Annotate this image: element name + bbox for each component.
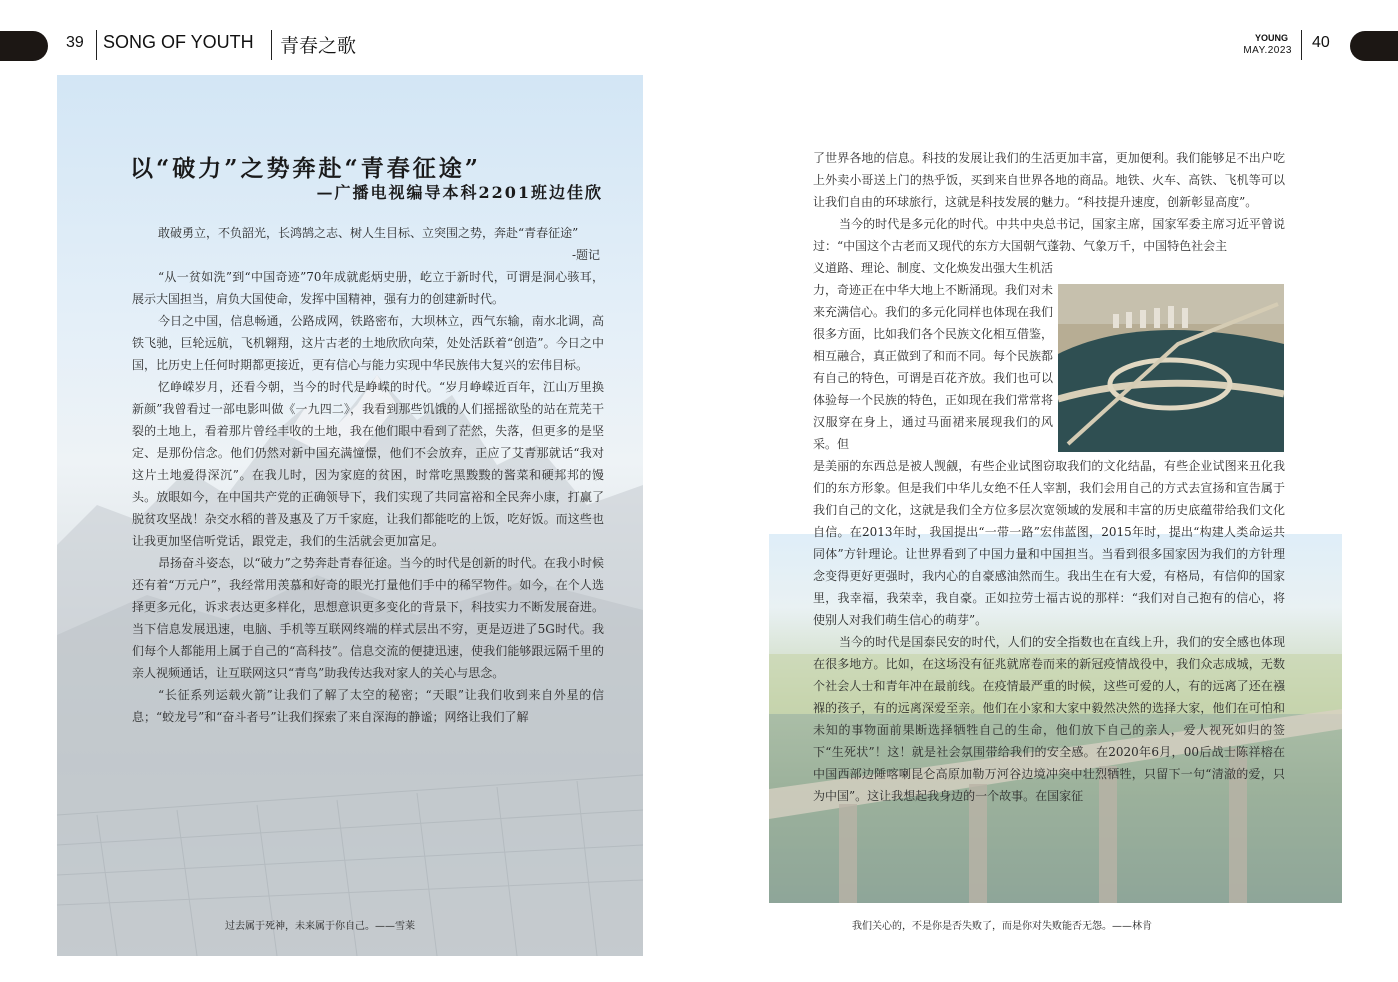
paragraph: “长征系列运载火箭”让我们了解了太空的秘密；“天眼”让我们收到来自外星的信息；“蛟龙号”和“奋斗者号”让我们探索了来自深海的静谧；网络让我们了解 [132,688,604,724]
header-divider [271,30,272,60]
issue-date: MAY.2023 [1243,45,1292,56]
left-footer-quote: 过去属于死神，未来属于你自己。——雪莱 [225,921,415,932]
brand-label: YOUNG [1254,33,1288,43]
header-divider [1301,30,1302,60]
paragraph: 忆峥嵘岁月，还看今朝，当今的时代是峥嵘的时代。“岁月峥嵘近百年，江山万里换新颜”我曾看过一部电影叫做《一九四二》，我看到那些饥饿的人们摇摇欲坠的站在荒芜干裂的土地上，看着那片曾经丰收的土地，我在他们眼中看到了茫然，失落，但更多的是坚定、是那份信念。他们仍然对新中国充满憧憬，他们不会放弃，正应了艾青那就话“我对这片土地爱得深沉”。在我儿时，因为家庭的贫困，时常吃黑黢黢的酱菜和硬邦邦的馒头。放眼如今，在中国共产党的正确领导下，我们实现了共同富裕和全民奔小康，打赢了脱贫攻坚战！杂交水稻的普及惠及了万千家庭，让我们都能吃的上饭，吃好饭。而这些也让我更加坚信听党话，跟党走，我们的生活就会更加富足。 [132,380,604,548]
epigraph-source: -题记 [571,248,600,262]
paragraph: 是美丽的东西总是被人觊觎，有些企业试图窃取我们的文化结晶，有些企业试图来丑化我们的东方形象。但是我们中华儿女绝不任人宰割，我们会用自己的方式去宣扬和宣告属于我们自己的文化，这就是我们全方位多层次宽领域的发展和丰富的历史底蕴带给我们文化自信。在2013年时，我国提出“一带一路”宏伟蓝图，2015年时，提出“构建人类命运共同体”方针理论。让世界看到了中国力量和中国担当。当看到很多国家因为我们的方针理念变得更好更强时，我内心的自豪感油然而生。我出生在有大爱，有格局，有信仰的国家里，我幸福，我荣幸，我自豪。正如拉劳士福古说的那样：“我们对自己抱有的信心，将使别人对我们萌生信心的萌芽”。 [813,459,1285,627]
left-column-text [132,222,604,728]
article-title: 以“破力”之势奔赴“青春征途” [130,155,481,182]
right-column-text [813,147,1285,807]
paragraph-wrapped: 义道路、理论、制度、文化焕发出强大生机活力，奇迹正在中华大地上不断涌现。我们对未来充满信心。我们的多元化同样也体现在我们很多方面，比如我们各个民族文化相互借鉴，相互融合，真正做到了和而不同。每个民族都有自己的特色，可谓是百花齐放。我们也可以体验每一个民族的特色，正如现在我们常常将汉服穿在身上，通过马面裙来展现我们的风采。但 [813,261,1054,451]
magazine-name-en: SONG OF YOUTH [103,32,254,52]
paragraph: 昂扬奋斗姿态，以“破力”之势奔赴青春征途。当今的时代是创新的时代。在我小时候还有着“万元户”，我经常用羡慕和好奇的眼光打量他们手中的稀罕物件。如今，在个人选择更多元化，诉求表达更多样化，思想意识更多变化的背景下，科技实力不断发展奋进。当下信息发展迅速，电脑、手机等互联网终端的样式层出不穷，更是迈进了5G时代。我们每个人都能用上属于自己的“高科技”。信息交流的便捷迅速，使我们能够跟远隔千里的亲人视频通话，让互联网这只“青鸟”助我传达我对家人的关心与思念。 [132,556,604,680]
epigraph: 敢破勇立，不负韶光，长鸿鹄之志、树人生目标、立突围之势，奔赴“青春征途” [158,226,579,240]
paragraph: 了世界各地的信息。科技的发展让我们的生活更加丰富，更加便利。我们能够足不出户吃上外卖小哥送上门的热乎饭，买到来自世界各地的商品。地铁、火车、高铁、飞机等可以让我们自由的环球旅行，这就是科技发展的魅力。“科技提升速度，创新彰显高度”。 [813,151,1285,209]
paragraph: 当今的时代是国泰民安的时代，人们的安全指数也在直线上升，我们的安全感也体现在很多地方。比如，在这场没有征兆就席卷而来的新冠疫情战役中，我们众志成城，无数个社会人士和青年冲在最前线。在疫情最严重的时候，这些可爱的人，有的远离了还在襁褓的孩子，有的远离深爱至亲。他们在小家和大家中毅然决然的选择大家，他们在可怕和未知的事物面前果断选择牺牲自己的生命，他们放下自己的亲人，爱人视死如归的签下“生死状”！这！就是社会氛围带给我们的安全感。在2020年6月，00后战士陈祥榕在中国西部边陲喀喇昆仑高原加勒万河谷边境冲突中壮烈牺牲，只留下一句“清澈的爱，只为中国”。这让我想起我身边的一个故事。在国家征 [813,635,1285,803]
header-divider [96,30,97,60]
right-footer-quote: 我们关心的，不是你是否失败了，而是你对失败能否无怨。——林肯 [852,921,1152,932]
article-byline: —广播电视编导本科2201班边佳欣 [316,183,603,202]
left-page-tab [0,31,48,61]
aerial-interchange-photo [1058,284,1284,452]
paragraph: 今日之中国，信息畅通，公路成网，铁路密布，大坝林立，西气东输，南水北调，高铁飞驰，巨轮远航，飞机翱翔，这片古老的土地欣欣向荣，处处活跃着“创造”。今日之中国，比历史上任何时期都更接近，更有信心与能力实现中华民族伟大复兴的宏伟目标。 [132,314,604,372]
magazine-name-cn: 青春之歌 [280,35,357,57]
right-page-number: 40 [1312,34,1330,51]
paragraph: 当今的时代是多元化的时代。中共中央总书记，国家主席，国家军委主席习近平曾说过：“中国这个古老而又现代的东方大国朝气蓬勃、气象万千，中国特色社会主 [813,217,1285,253]
right-page-tab [1350,31,1398,61]
paragraph: “从一贫如洗”到“中国奇迹”70年成就彪炳史册，屹立于新时代，可谓是洞心骇耳，展示大国担当，肩负大国使命，发挥中国精神，强有力的创建新时代。 [132,270,604,306]
left-page-number: 39 [66,34,84,51]
